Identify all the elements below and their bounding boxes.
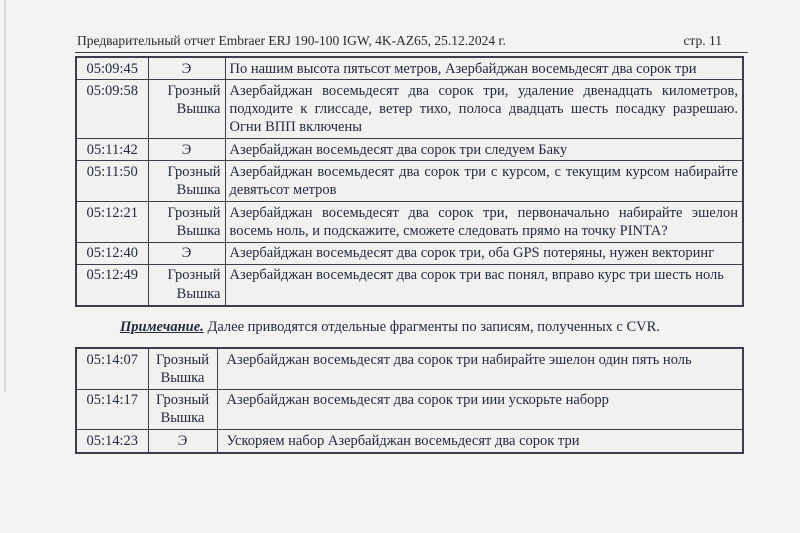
- time-cell: 05:12:49: [76, 264, 148, 305]
- table-row: [76, 80, 743, 139]
- page-number: стр. 11: [683, 33, 722, 48]
- time-cell: 05:11:42: [76, 139, 148, 161]
- speaker-cell: Э: [148, 242, 225, 264]
- time-cell: 05:14:23: [76, 430, 148, 453]
- transcript-text-cell: Азербайджан восемьдесят два сорок три, удаление двенадцать километров, подходите к глиссаде, ветер тихо, полоса двадцать шесть посадку разрешаю. Огни ВПП включены: [225, 80, 743, 139]
- transcript-table-main: [75, 56, 744, 307]
- table-row: [76, 389, 743, 430]
- transcript-text-cell: Азербайджан восемьдесят два сорок три набирайте эшелон один пять ноль: [217, 348, 743, 389]
- document-header: [75, 32, 748, 49]
- time-cell: 05:12:40: [76, 242, 148, 264]
- time-cell: 05:14:07: [76, 348, 148, 389]
- page-edge-line: [4, 0, 6, 392]
- header-rule: [75, 52, 748, 53]
- time-cell: 05:11:50: [76, 161, 148, 202]
- speaker-cell: Грозный Вышка: [148, 264, 225, 305]
- table-row: [76, 242, 743, 264]
- transcript-text-cell: Ускоряем набор Азербайджан восемьдесят два сорок три: [217, 430, 743, 453]
- speaker-cell: Э: [148, 430, 217, 453]
- speaker-cell: Грозный Вышка: [148, 161, 225, 202]
- time-cell: 05:12:21: [76, 202, 148, 243]
- table-row: [76, 430, 743, 453]
- transcript-text-cell: Азербайджан восемьдесят два сорок три, оба GPS потеряны, нужен векторинг: [225, 242, 743, 264]
- transcript-text-cell: Азербайджан восемьдесят два сорок три иии ускорьте наборр: [217, 389, 743, 430]
- note-text: Далее приводятся отдельные фрагменты по записям, полученных с CVR.: [207, 318, 660, 335]
- transcript-text-cell: Азербайджан восемьдесят два сорок три вас понял, вправо курс три шесть ноль: [225, 264, 743, 305]
- speaker-cell: Грозный Вышка: [148, 348, 217, 389]
- transcript-text-cell: Азербайджан восемьдесят два сорок три, первоначально набирайте эшелон восемь ноль, и подскажите, сможете следовать прямо на точку PINTA?: [225, 202, 743, 243]
- note: [120, 318, 748, 337]
- time-cell: 05:09:45: [76, 57, 148, 80]
- time-cell: 05:09:58: [76, 80, 148, 139]
- table-row: [76, 202, 743, 243]
- table-row: [76, 348, 743, 389]
- table-row: [76, 161, 743, 202]
- document-page: [75, 32, 748, 454]
- speaker-cell: Э: [148, 57, 225, 80]
- speaker-cell: Э: [148, 139, 225, 161]
- note-label: Примечание.: [120, 318, 204, 335]
- speaker-cell: Грозный Вышка: [148, 202, 225, 243]
- table-row: [76, 57, 743, 80]
- table-row: [76, 139, 743, 161]
- table-row: [76, 264, 743, 305]
- transcript-text-cell: Азербайджан восемьдесят два сорок три следуем Баку: [225, 139, 743, 161]
- report-title: Предварительный отчет Embraer ERJ 190-100 IGW, 4K-AZ65, 25.12.2024 г.: [77, 33, 506, 48]
- transcript-text-cell: Азербайджан восемьдесят два сорок три с курсом, с текущим курсом набирайте девятьсот метров: [225, 161, 743, 202]
- transcript-table-cvr: [75, 347, 744, 453]
- speaker-cell: Грозный Вышка: [148, 80, 225, 139]
- speaker-cell: Грозный Вышка: [148, 389, 217, 430]
- transcript-text-cell: По нашим высота пятьсот метров, Азербайджан восемьдесят два сорок три: [225, 57, 743, 80]
- time-cell: 05:14:17: [76, 389, 148, 430]
